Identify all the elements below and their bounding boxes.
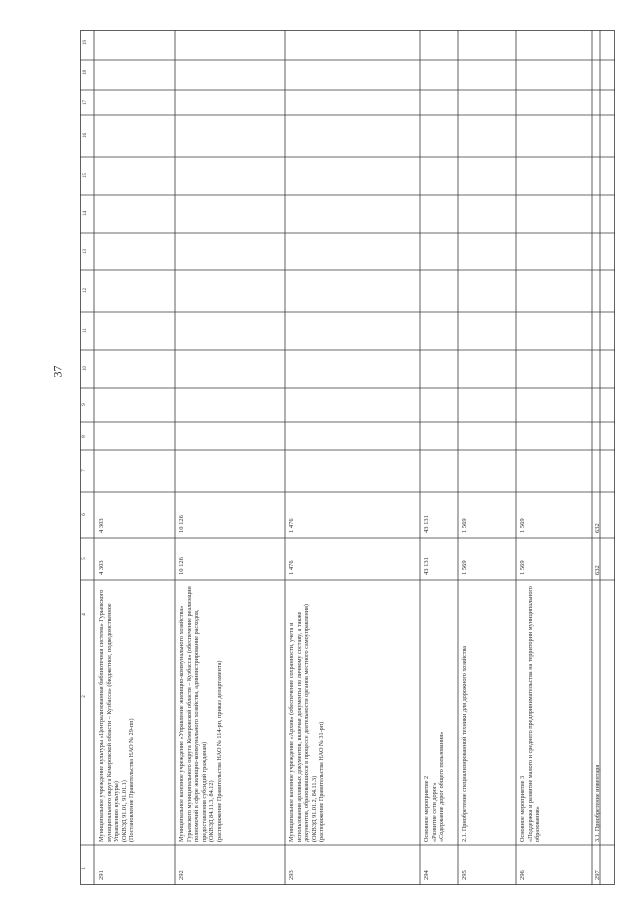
row-name: Муниципальное казенное учреждение «Управление жилищно-коммунального хозяйства» Гурьевского муниципального округа Кемеровской области – Кузбасса» (обеспечение реализации полномочий в сфере жилищно-коммунального хозяйства, администрирование расходов, предоставления субсидий гражданам) (ОКВЭД 84.11.3, 84.12) (распоряжение Правительства НАО № 114-рп, приказ департамента) — [178, 586, 223, 842]
row-value-col4: 4 303 — [98, 518, 105, 533]
row-number: 293 — [288, 870, 295, 880]
row-value-col3: 4 303 — [98, 560, 105, 575]
col-header-5: 5 — [81, 557, 87, 560]
row-name: 3.1. Приобретение инвентаря — [594, 764, 601, 842]
row-value-col3: 1 476 — [288, 560, 295, 575]
budget-table — [80, 30, 615, 885]
col-header-19: 19 — [83, 40, 88, 45]
col-header-12: 12 — [83, 288, 88, 293]
row-name: Основное мероприятие 2 «Развитие сети дорог» «Содержание дорог общего пользования» — [423, 731, 446, 842]
row-number: 296 — [519, 870, 526, 880]
col-header-13: 13 — [83, 249, 88, 254]
row-value-col4: 43 131 — [423, 515, 430, 533]
row-number: 295 — [461, 870, 468, 880]
col-header-7: 7 — [81, 469, 87, 472]
col-header-4: 4 — [81, 613, 87, 616]
row-value-col4: 1 569 — [461, 518, 468, 533]
row-name: Муниципальное казенное учреждение «Архив» (обеспечение сохранности, учета и использования архивных документов, включая документы по личному составу, а также документов, образовавшихся в процессе деятельности органов местного самоуправления) (ОКВЭД 91.01.2, 84.11.3) (распоряжение Правительства НАО № 31-рп) — [288, 604, 326, 842]
col-header-16: 16 — [83, 133, 88, 138]
row-value-col4: 1 476 — [288, 518, 295, 533]
row-name: 2.1. Приобретение специализированной техники для дорожного хозяйства — [461, 645, 468, 842]
row-value-col3: 1 569 — [519, 560, 526, 575]
row-value-col4: 10 126 — [178, 515, 185, 533]
row-number: 294 — [423, 870, 430, 880]
row-value-col3: 1 569 — [461, 560, 468, 575]
row-value-col3: 43 131 — [423, 557, 430, 575]
col-header-1: 1 — [81, 867, 87, 870]
col-header-15: 15 — [83, 173, 88, 178]
row-value-col3: 632 — [594, 565, 601, 575]
col-header-10: 10 — [83, 366, 88, 371]
row-number: 292 — [178, 870, 185, 880]
col-header-17: 17 — [83, 100, 88, 105]
col-header-11: 11 — [82, 328, 88, 333]
row-name: Муниципальное учреждение культуры «Централизованная библиотечная система» Гурьевского муниципального округа Кемеровской области – Кузбасса» (бюджетное, подведомственное Управлению культуры) (ОКВЭД 91.01, 91.01.1) (Постановление Правительства НАО № 29-пп) — [98, 589, 136, 842]
row-number: 291 — [98, 870, 105, 880]
col-header-14: 14 — [83, 211, 88, 216]
row-value-col3: 10 126 — [178, 557, 185, 575]
row-number: 297 — [594, 870, 601, 880]
col-header-6: 6 — [81, 513, 87, 516]
page-number: 37 — [50, 365, 65, 378]
row-value-col4: 632 — [594, 523, 601, 533]
col-header-2: 2 — [81, 695, 87, 698]
col-header-8: 8 — [81, 435, 87, 438]
row-value-col4: 1 569 — [519, 518, 526, 533]
row-name: Основное мероприятие 3 «Поддержка и развитие малого и среднего предпринимательства на территории муниципального образования» — [519, 586, 542, 842]
col-header-9: 9 — [81, 403, 87, 406]
col-header-18: 18 — [83, 70, 88, 75]
